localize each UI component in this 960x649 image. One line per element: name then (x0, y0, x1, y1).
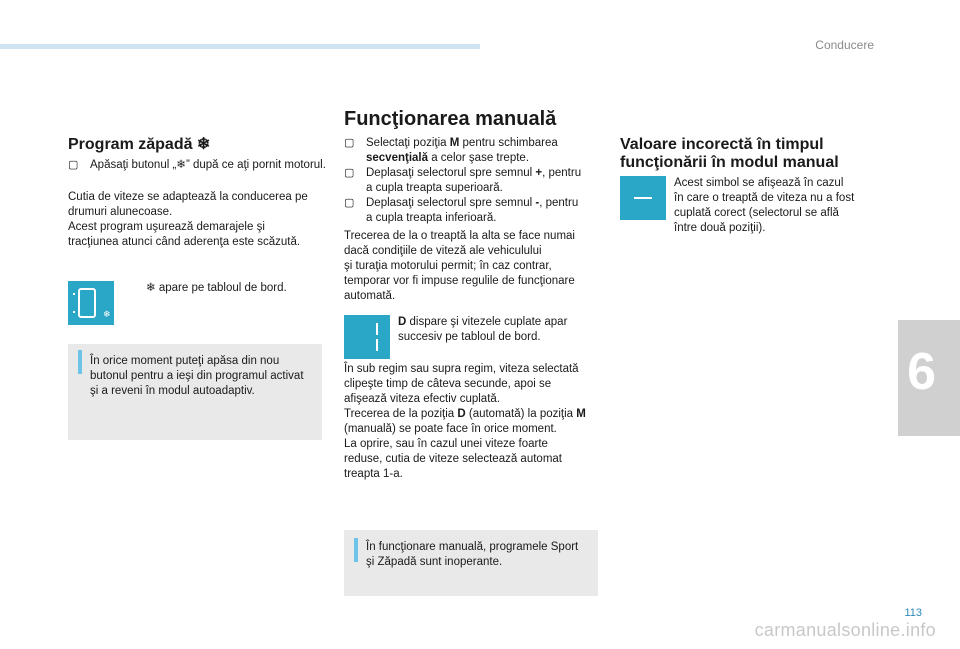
paragraph-line: Acest program uşurează demarajele şi (68, 221, 265, 233)
digit-one-icon (344, 315, 390, 359)
info-icon-dot (354, 538, 358, 542)
manual-mode-bullets (344, 136, 602, 226)
text-bold: M (576, 408, 586, 420)
section-title: Conducere (815, 38, 874, 52)
paragraph-line: în care o treaptă de viteza nu a fost (674, 192, 855, 204)
snow-program-paragraph (68, 190, 338, 250)
dash-icon (620, 176, 666, 220)
text-bold: D (457, 408, 466, 420)
text-bold: D (398, 316, 407, 328)
manual-mode-title: Funcţionarea manuală (344, 108, 557, 130)
title-line: Valoare incorectă în timpul (620, 136, 824, 153)
paragraph-line: În sub regim sau supra regim, viteza selectată (344, 363, 579, 375)
note-line: În funcţionare manuală, programele Sport (366, 541, 579, 553)
paragraph-line: Acest simbol se afişează în cazul (674, 177, 844, 189)
paragraph-line: şi turaţia motorului permit; în caz contrar, (344, 260, 552, 272)
paragraph-line: Cutia de viteze se adaptează la conducerea pe (68, 191, 308, 203)
info-icon (354, 542, 358, 562)
paragraph-line: La oprire, sau în cazul unei viteze foarte (344, 438, 548, 450)
note-line: şi Zăpadă sunt inoperante. (366, 556, 503, 568)
text: Trecerea de la poziţia (344, 408, 458, 420)
paragraph-line: cuplată corect (selectorul se află (674, 207, 839, 219)
text: Deplasaţi selectorul spre semnul (366, 197, 536, 209)
text: Deplasaţi selectorul spre semnul (366, 167, 536, 179)
manual-info-note (344, 530, 598, 596)
snow-program-bullet (68, 158, 328, 173)
text: a celor şase trepte. (428, 152, 530, 164)
info-icon-dot (78, 350, 82, 354)
text-bold: + (535, 167, 543, 179)
paragraph-line: tracţiunea atunci când aderenţa este scăzută. (68, 236, 301, 248)
paragraph-line: Trecerea de la o treaptă la alta se face numai (344, 230, 575, 242)
text: a cupla treapta inferioară. (366, 212, 497, 224)
note-line: butonul pentru a ieşi din programul activat (90, 370, 304, 382)
bullet-item (344, 166, 602, 196)
note-text (366, 540, 594, 570)
text: pentru schimbarea (459, 137, 558, 149)
text-bold: - (535, 197, 540, 209)
chapter-number: 6 (907, 343, 936, 401)
paragraph-line: între două poziţii). (674, 222, 766, 234)
info-icon (78, 354, 82, 374)
paragraph-line: reduse, cutia de viteze selectează automat (344, 453, 562, 465)
manual-mode-paragraph (344, 229, 602, 304)
checkbox-bullet-icon: ▢ (344, 137, 355, 149)
checkbox-bullet-icon: ▢ (344, 167, 355, 179)
text-bold: M (449, 137, 460, 149)
snow-icon-caption: ❄ apare pe tabloul de bord. (146, 282, 287, 294)
text: , pentru (539, 197, 579, 209)
snow-program-title: Program zăpadă ❄ (68, 136, 211, 153)
page-number: 113 (904, 607, 922, 619)
paragraph-line: automată. (344, 290, 396, 302)
text: succesiv pe tabloul de bord. (398, 331, 541, 343)
snow-info-note (68, 344, 322, 440)
svg-text:❄: ❄ (103, 310, 111, 320)
incorrect-value-text (674, 176, 874, 236)
paragraph-line: afişează viteza efectiv cuplată. (344, 393, 500, 405)
text: a cupla treapta superioară. (366, 182, 503, 194)
bullet-text: Apăsaţi butonul „❄” după ce aţi pornit motorul. (90, 159, 326, 171)
note-line: În orice moment puteţi apăsa din nou (90, 355, 280, 367)
paragraph-line: (manuală) se poate face în orice moment. (344, 423, 557, 435)
incorrect-gear-display-icon (620, 176, 666, 220)
paragraph-line: dacă condiţiile de viteză ale vehiculului (344, 245, 542, 257)
text: (automată) la poziţia (465, 408, 577, 420)
checkbox-bullet-icon: ▢ (68, 159, 79, 171)
paragraph-line: clipeşte timp de câteva secunde, apoi se (344, 378, 552, 390)
manual-mode-paragraph-2 (344, 362, 602, 482)
text: , pentru (542, 167, 582, 179)
note-text (90, 354, 318, 399)
bullet-item (344, 136, 602, 166)
bullet-item (344, 196, 602, 226)
text-bold: secvenţială (366, 152, 429, 164)
text: dispare şi vitezele cuplate apar (406, 316, 568, 328)
paragraph-line: drumuri alunecoase. (68, 206, 173, 218)
digit-d-icon (68, 281, 114, 325)
paragraph-line (344, 407, 602, 422)
watermark: carmanualsonline.info (754, 620, 936, 640)
paragraph-line: temporar vor fi impuse regulile de funcţionare (344, 275, 575, 287)
title-line: funcţionării în modul manual (620, 154, 839, 171)
gear-one-display-icon (344, 315, 390, 359)
note-line: şi a reveni în modul autoadaptiv. (90, 385, 255, 397)
incorrect-value-title (620, 136, 890, 172)
paragraph-line: treapta 1-a. (344, 468, 403, 480)
snow-display-icon (68, 281, 114, 325)
header-accent-bar (0, 44, 480, 49)
gear-icon-caption (398, 315, 598, 345)
checkbox-bullet-icon: ▢ (344, 197, 355, 209)
text: Selectaţi poziţia (366, 137, 450, 149)
